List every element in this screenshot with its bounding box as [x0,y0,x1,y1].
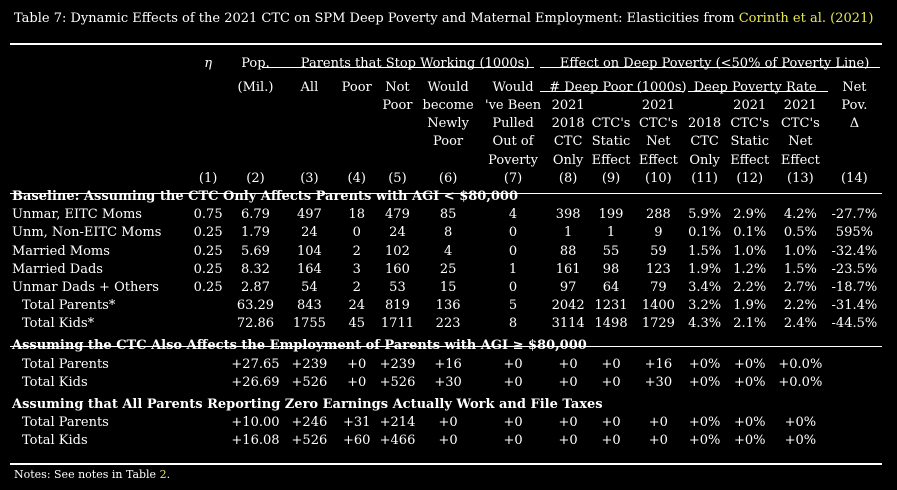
section-header-row [10,188,882,206]
table-cell: 1755 [292,316,326,332]
table-row [10,224,882,242]
table-cell: +239 [379,356,416,372]
table-cell: +0 [438,415,458,431]
table-cell: 0.1% [733,225,767,241]
table-cell: 223 [435,316,461,332]
table-cell: 123 [645,261,671,277]
table-cell: 59 [650,243,667,259]
table-cell: 497 [296,207,322,223]
table-cell: +0.0% [778,374,823,390]
table-cell [188,414,228,432]
table-cell [827,374,882,392]
table-cell: +16.08 [231,433,280,449]
header-text: CTC's [591,116,631,132]
header-text: Pulled [492,116,534,132]
table-cell: 72.86 [236,316,275,332]
table-cell: 2.4% [783,316,817,332]
table-cell: 0.5% [783,225,817,241]
pop-unit: (Mil.) [237,79,274,95]
table-cell: 1.79 [240,225,270,241]
section-title: Assuming the CTC Also Affects the Employment of Parents with AGI ≥ $80,000 [12,338,587,354]
column-number: (6) [438,170,458,186]
table-cell: 2.2% [783,298,817,314]
section-header-row [10,334,882,356]
table-cell: +526 [291,374,328,390]
table-cell: 88 [559,243,577,259]
table-cell: 4.3% [688,316,722,332]
table-cell: +0 [648,415,668,431]
table-cell: 63.29 [236,298,275,314]
table-cell: +0% [784,415,817,431]
table-cell: 1498 [594,316,628,332]
table-cell: 3.2% [688,298,722,314]
header-text [684,97,726,115]
table-cell: +0 [558,415,578,431]
citation-year-link[interactable]: 2021 [835,11,869,26]
table-cell: 1.9% [733,298,767,314]
table-cell: 4.2% [783,207,817,223]
table-cell: 1729 [641,316,675,332]
column-number: (7) [503,170,523,186]
all-header: All [300,79,319,95]
table-cell: 8 [443,225,453,241]
table-cell: +0 [648,433,668,449]
table-cell: 3 [352,261,361,277]
deep-rate-header: Deep Poverty Rate [693,79,817,95]
header-text: 2018 [688,116,722,132]
table-cell: 25 [439,261,457,277]
table-cell: -18.7% [831,280,878,296]
table-cell: 2.9% [733,207,767,223]
table-cell: +466 [379,433,416,449]
header-text: become [422,98,474,113]
table-cell: 104 [296,243,322,259]
header-text: Effect [638,152,678,168]
header-text: CTC [553,134,583,150]
table-cell: 2042 [551,298,585,314]
table-cell: 819 [385,298,410,314]
table-cell: 8.32 [240,261,270,277]
bottom-rule [10,463,882,465]
table-cell: +0 [601,433,621,449]
table-cell: 97 [559,280,577,296]
header-text: Only [689,152,720,168]
table-cell: +526 [379,374,416,390]
row-label: Unmar Dads + Others [12,280,159,296]
table-cell: 0.25 [193,280,223,296]
effect-header: Effect on Deep Poverty (<50% of Poverty Line) [559,55,870,71]
table-cell: 2 [352,280,361,296]
table-notes [14,468,170,481]
table-cell: 199 [598,207,624,223]
table-cell [188,432,228,450]
would-pulled-header: Would [492,79,534,95]
table-cell: +0% [688,433,721,449]
header-text: Out of [492,134,534,150]
top-rule [10,43,882,45]
table-cell: +0% [688,374,721,390]
table-cell: -31.4% [831,298,878,314]
column-number: (3) [300,170,319,186]
table-cell [827,356,882,374]
table-cell: +526 [291,433,328,449]
table-cell [827,414,882,432]
table-cell: 2.87 [240,280,270,296]
table-cell: -44.5% [831,316,878,332]
header-text: 2018 [551,116,585,132]
table-cell: 54 [301,280,318,296]
header-text [589,97,633,115]
header-text: CTC's [780,116,820,132]
notes-suffix: . [166,468,171,481]
header-text: 2021 [783,98,817,113]
table-cell: 0 [352,225,361,241]
table-row [10,315,882,333]
header-text: CTC's [730,116,770,132]
table-cell: 53 [389,280,406,296]
header-text: Newly [427,116,469,132]
header-text: Only [552,152,584,168]
table-cell: 79 [650,280,667,296]
table-row [10,374,882,392]
header-text: Effect [591,152,631,168]
table-cell: 3.4% [688,280,722,296]
table-cell: 595% [835,225,873,241]
table-row [10,356,882,374]
table-cell: 85 [439,207,457,223]
column-number: (12) [736,170,764,186]
column-number: (5) [388,170,407,186]
table-cell: 6.79 [240,207,270,223]
row-label: Unm, Non-EITC Moms [12,225,162,241]
column-number-row [10,170,882,188]
table-cell: +246 [291,415,328,431]
table-cell: 45 [348,316,365,332]
table-cell: 1711 [380,316,414,332]
table-cell: +0 [601,356,621,372]
table-cell: +214 [379,415,416,431]
table-cell: 0.25 [193,243,223,259]
table-cell: 2 [352,243,361,259]
table-cell: +0% [784,433,817,449]
table-row [10,206,882,224]
table-cell: +10.00 [231,415,280,431]
table-cell: 4 [508,207,518,223]
header-text: Poor [382,98,413,113]
table-cell: 2.7% [783,280,817,296]
table-cell: 0.25 [193,225,223,241]
table-cell: +0 [503,374,523,390]
table-cell: 1.0% [783,243,817,259]
table-cell: 0 [508,280,518,296]
table-cell [188,374,228,392]
table-cell: 5 [508,298,518,314]
table-row [10,243,882,261]
header-text: Poor [433,134,464,150]
table-cell: 2.2% [733,280,767,296]
column-number: (13) [787,170,814,186]
pop-header: Pop. [241,55,270,71]
table-cell: 64 [602,280,620,296]
table-cell: 160 [385,261,410,277]
table-cell: +31 [343,415,371,431]
header-text: Effect [780,152,820,168]
column-number: (11) [691,170,718,186]
table-cell: 164 [296,261,322,277]
table-cell: 9 [654,225,663,241]
table-cell: +0 [438,433,458,449]
table-cell: 161 [555,261,581,277]
table-cell: +27.65 [231,356,280,372]
header-text: CTC's [638,116,678,132]
data-table [10,49,882,450]
header-text: Net [788,134,813,150]
table-row [10,414,882,432]
table-cell: 1 [606,225,616,241]
table-cell: 24 [301,225,318,241]
column-number: (1) [198,170,218,186]
column-number: (4) [347,170,366,186]
table-cell: +0 [558,374,578,390]
table-cell: 1 [508,261,518,277]
deep-poor-header: # Deep Poor (1000s) [549,79,687,95]
table-cell: +0 [347,374,367,390]
table-cell: +0% [733,433,766,449]
table-cell [188,356,228,374]
table-cell: 24 [348,298,365,314]
column-number: (2) [246,170,265,186]
table-cell: +0 [601,374,621,390]
column-number: (10) [645,170,672,186]
table-cell: 843 [296,298,322,314]
section-header-row [10,392,882,414]
header-text: Static [591,134,631,150]
table-cell: +16 [644,356,673,372]
table-cell: +0 [347,356,367,372]
section-title: Assuming that All Parents Reporting Zero Earnings Actually Work and File Taxes [12,396,603,412]
table-cell: +0 [558,356,578,372]
table-cell: 136 [435,298,461,314]
header-text: Effect [730,152,770,168]
table-cell: +16 [434,356,462,372]
header-text: Net [646,134,671,150]
table-cell: +239 [291,356,328,372]
citation-author-link[interactable]: Corinth et al. [738,11,827,26]
table-cell: 1400 [641,298,675,314]
table-cell: 1 [563,225,573,241]
header-text: 2021 [641,98,675,113]
caption-prefix: Table 7: Dynamic Effects of the 2021 CTC on SPM Deep Poverty and Maternal Employment: Elasticities from [14,11,739,26]
row-label: Total Kids [22,374,88,390]
table-cell: 0.1% [688,225,722,241]
table-cell: 1.9% [688,261,722,277]
table-cell: 479 [385,207,410,223]
table-cell: +0 [503,433,523,449]
table-cell: 0 [508,243,518,259]
table-cell: +0.0% [778,356,823,372]
header-text: 2021 [733,98,767,113]
table-cell: 1231 [594,298,628,314]
table-row [10,297,882,315]
table-cell [188,297,228,315]
table-cell [188,315,228,333]
table-cell: 2.1% [733,316,767,332]
row-label: Total Parents [22,415,109,431]
table-cell: +60 [343,433,371,449]
header-text: CTC [690,134,719,150]
row-label: Total Parents [22,356,109,372]
row-label: Unmar, EITC Moms [12,207,142,223]
table-cell: 1.5% [688,243,722,259]
table-caption: Table 7: Dynamic Effects of the 2021 CTC on SPM Deep Poverty and Maternal Employment: Elasticities from Corinth et al. (2021) [14,11,874,26]
table-cell: 0 [508,225,518,241]
row-label: Total Kids* [22,316,95,332]
table-cell: 1.2% [733,261,767,277]
table-cell: +0% [733,415,766,431]
table-cell: 24 [389,225,406,241]
table-cell: 98 [602,261,620,277]
column-number: (9) [601,170,621,186]
section-title: Baseline: Assuming the CTC Only Affects Parents with AGI < $80,000 [12,189,518,205]
table-cell: -23.5% [831,261,878,277]
header-text: Pov. [841,98,868,113]
table-row [10,432,882,450]
poor-header: Poor [341,79,372,95]
table-cell: +0% [688,415,721,431]
table-cell: 55 [602,243,620,259]
table-row [10,261,882,279]
table-cell: +26.69 [231,374,280,390]
table-cell: +0 [601,415,621,431]
table-cell: 102 [385,243,410,259]
table-cell: 5.9% [688,207,722,223]
table-cell: +0 [503,356,523,372]
table-cell: -27.7% [831,207,878,223]
row-label: Total Kids [22,433,88,449]
header-text: Poverty [488,152,538,168]
table-cell: 0.25 [193,261,223,277]
table-body [10,188,882,450]
header-text: 've Been [485,98,542,113]
row-label: Married Moms [12,243,110,259]
column-number: (8) [558,170,578,186]
table-cell: 1.0% [733,243,767,259]
header-text: Δ [849,116,860,132]
table-cell: 398 [555,207,581,223]
row-label: Total Parents* [22,298,116,314]
table-row [10,279,882,297]
table-cell: +0 [503,415,523,431]
table-cell: +0 [558,433,578,449]
table-cell: +0% [733,374,766,390]
table-cell: -32.4% [831,243,878,259]
stop-working-header: Parents that Stop Working (1000s) [300,55,530,71]
table-cell: 18 [348,207,365,223]
table-cell: 0.75 [193,207,223,223]
net-header: Net [842,79,867,95]
table-cell: 8 [508,316,518,332]
table-cell: 288 [645,207,671,223]
table-cell: +0% [688,356,721,372]
table-cell: 3114 [551,316,585,332]
notes-text: Notes: See notes in Table [14,468,160,481]
row-label: Married Dads [12,261,103,277]
table-cell: +0% [733,356,766,372]
header-text: 2021 [551,98,585,113]
table-cell: 15 [439,280,457,296]
column-number: (14) [841,170,868,186]
table-cell: 5.69 [240,243,270,259]
not-poor-header: Not [385,79,410,95]
table-cell [827,432,882,450]
would-become-header: Would [427,79,469,95]
header-text: Static [730,134,769,150]
notes-table-link[interactable]: 2 [159,468,167,481]
eta-header: η [204,55,213,71]
table-cell: +30 [644,374,673,390]
table-cell: 4 [443,243,453,259]
table-cell: 1.5% [783,261,817,277]
table-cell: +30 [434,374,462,390]
